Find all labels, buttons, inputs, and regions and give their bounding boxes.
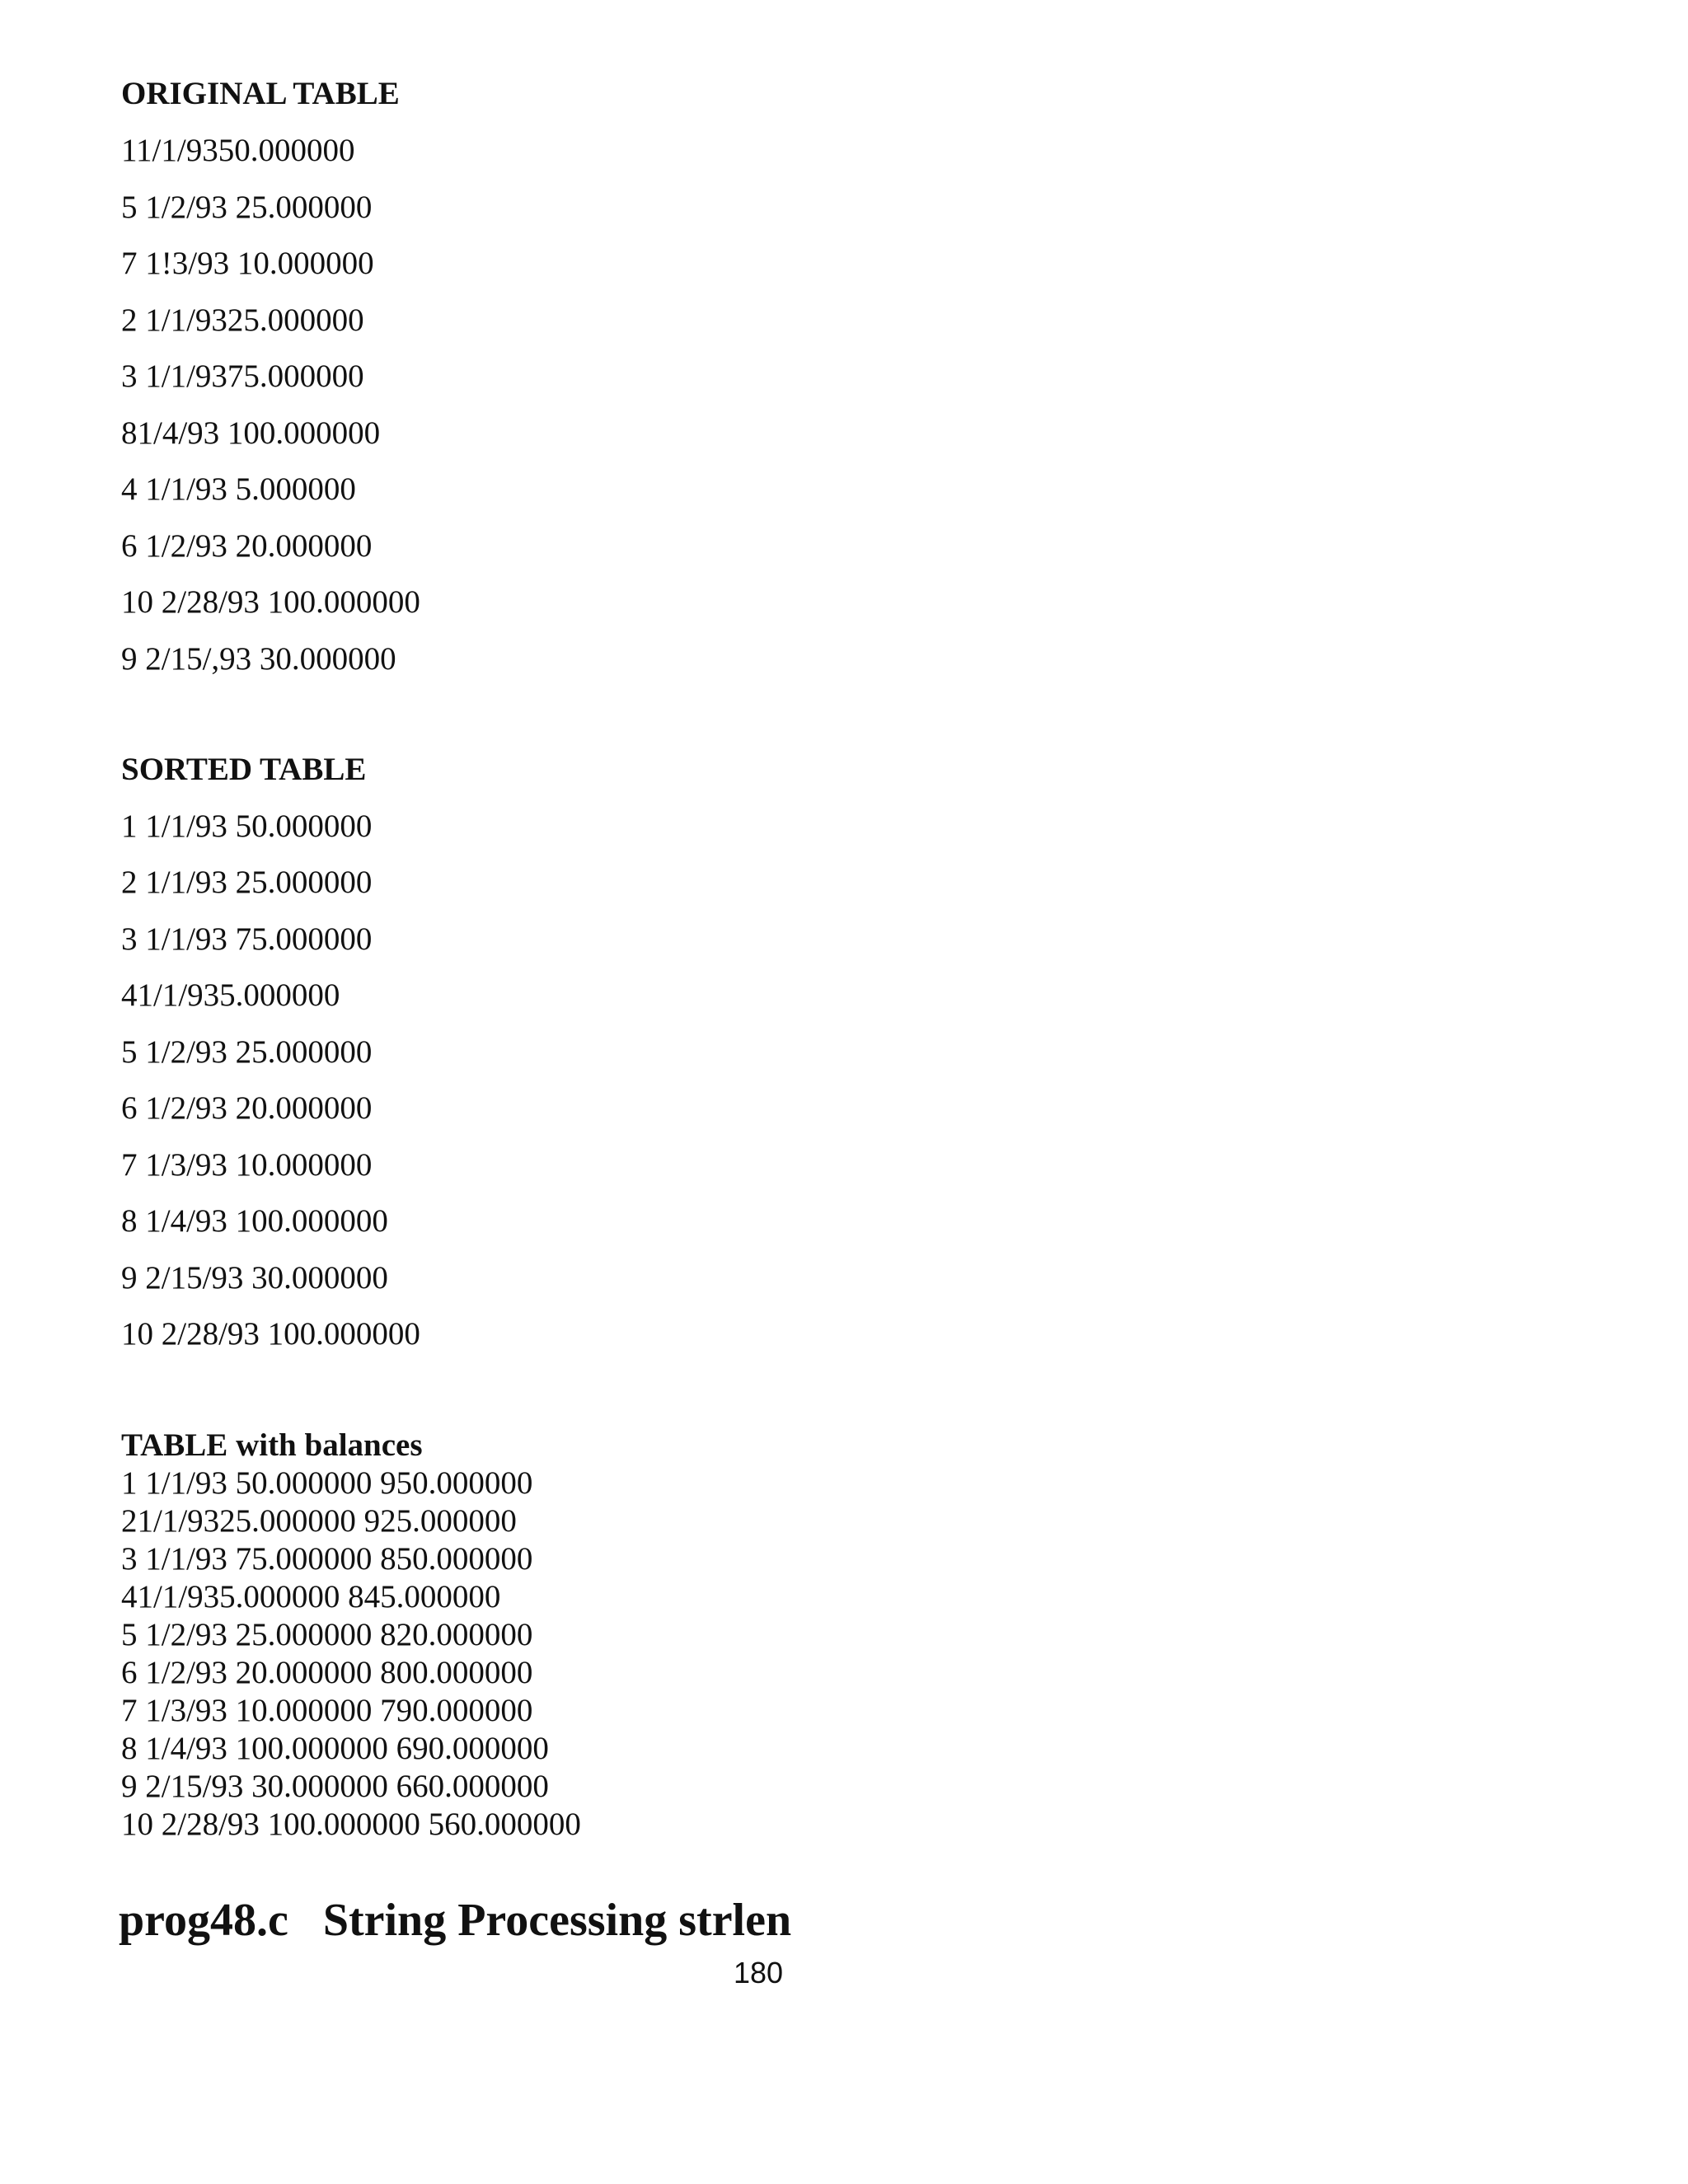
sorted-table-heading: SORTED TABLE [121,752,367,787]
balances-table-row: 1 1/1/93 50.000000 950.000000 [121,1465,533,1501]
sorted-table-row: 7 1/3/93 10.000000 [121,1147,373,1183]
balances-table-row: 7 1/3/93 10.000000 790.000000 [121,1693,533,1728]
balances-table-heading: TABLE with balances [121,1427,423,1463]
balances-table-row: 41/1/935.000000 845.000000 [121,1579,501,1615]
original-table-row: 9 2/15/,93 30.000000 [121,641,396,677]
original-table-row: 4 1/1/93 5.000000 [121,471,356,507]
balances-table-row: 3 1/1/93 75.000000 850.000000 [121,1541,533,1577]
sorted-table-row: 5 1/2/93 25.000000 [121,1034,373,1070]
sorted-table-row: 2 1/1/93 25.000000 [121,865,373,900]
original-table-row: 5 1/2/93 25.000000 [121,190,373,225]
page-number: 180 [733,1956,784,1990]
original-table-row: 2 1/1/9325.000000 [121,302,364,338]
original-table-row: 11/1/9350.000000 [121,133,355,168]
sorted-table-row: 1 1/1/93 50.000000 [121,808,373,844]
sorted-table-row: 10 2/28/93 100.000000 [121,1316,420,1352]
original-table-row: 3 1/1/9375.000000 [121,359,364,394]
balances-table-row: 10 2/28/93 100.000000 560.000000 [121,1807,581,1842]
balances-table-row: 8 1/4/93 100.000000 690.000000 [121,1731,549,1766]
section-heading [119,1894,791,1947]
original-table-row: 81/4/93 100.000000 [121,415,381,451]
balances-table-row: 21/1/9325.000000 925.000000 [121,1503,517,1539]
balances-table-row: 6 1/2/93 20.000000 800.000000 [121,1655,533,1690]
sorted-table-row: 8 1/4/93 100.000000 [121,1203,388,1239]
section-file-name: prog48.c [119,1895,288,1946]
original-table-row: 6 1/2/93 20.000000 [121,528,373,564]
original-table-row: 7 1!3/93 10.000000 [121,246,374,281]
original-table-heading: ORIGINAL TABLE [121,76,400,111]
balances-table-row: 5 1/2/93 25.000000 820.000000 [121,1617,533,1652]
sorted-table-row: 6 1/2/93 20.000000 [121,1090,373,1126]
balances-table-row: 9 2/15/93 30.000000 660.000000 [121,1769,549,1804]
sorted-table-row: 3 1/1/93 75.000000 [121,921,373,957]
sorted-table-row: 41/1/935.000000 [121,977,340,1013]
section-title-text: String Processing strlen [322,1895,792,1946]
sorted-table-row: 9 2/15/93 30.000000 [121,1260,388,1296]
original-table-row: 10 2/28/93 100.000000 [121,584,420,620]
